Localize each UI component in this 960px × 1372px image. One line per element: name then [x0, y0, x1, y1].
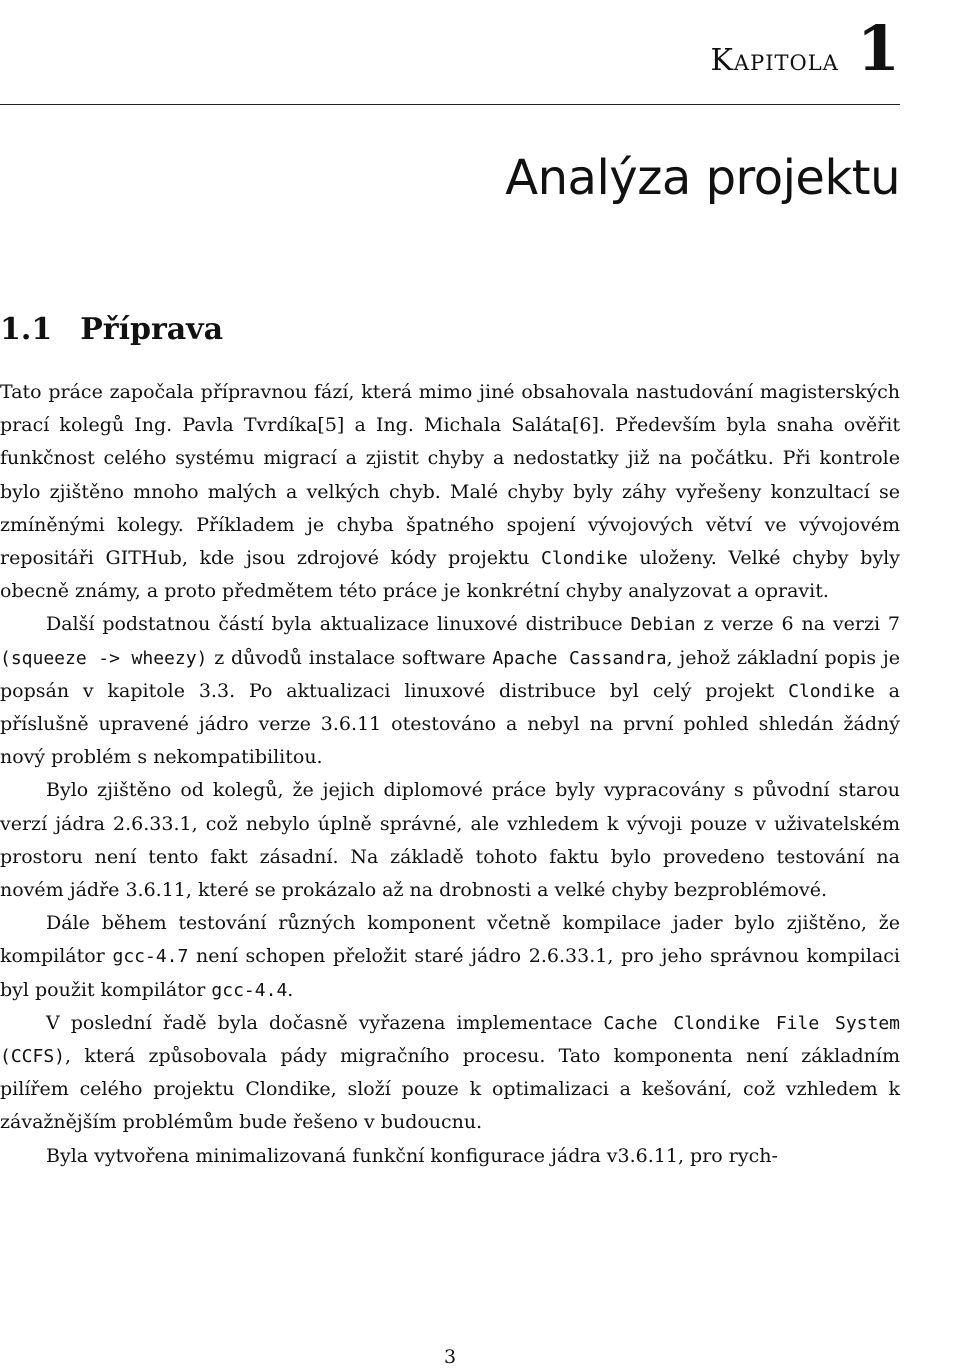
text-run: z verze 6 na verzi 7: [695, 613, 900, 636]
chapter-label: [710, 12, 900, 85]
text-run: Tato práce započala přípravnou fází, která mimo jiné obsahovala nastudování magisterských prací kolegů Ing. Pavla Tvrdíka[5] a Ing. Michala Saláta[6]. Především byla snaha ověřit funkčnost celého systému migrací a zjistit chyby a nedostatky již na počátku. Při kontrole bylo zjištěno mnoho malých a velkých chyb. Malé chyby byly záhy vyřešeny konzultací se zmíněnými kolegy. Příkladem je chyba špatného spojení vývojových větví ve vývojovém repositáři GITHub, kde jsou zdrojové kódy projektu: [0, 381, 900, 570]
paragraph: [0, 608, 900, 774]
inline-code: (squeeze -> wheezy): [0, 647, 208, 669]
text-run: z důvodů instalace software: [207, 646, 493, 669]
inline-code: Apache Cassandra: [492, 647, 667, 669]
inline-code: gcc-4.4: [211, 979, 288, 1001]
inline-code: Debian: [630, 614, 696, 636]
text-run: Bylo zjištěno od kolegů, že jejich diplomové práce byly vypracovány s původní starou verzí jádra 2.6.33.1, což nebylo úplně správné, ale vzhledem k vývoji pouze v uživatelském prostoru není tento fakt zásadní. Na základě tohoto faktu bylo provedeno testování na novém jádře 3.6.11, které se prokázalo až na drobnosti a velké chyby bezproblémové.: [0, 779, 900, 902]
inline-code: Cache Clondike File System (CCFS): [0, 1012, 900, 1068]
paragraph: [0, 1007, 900, 1140]
chapter-word: Kapitola: [710, 43, 839, 78]
page-number: 3: [443, 1346, 457, 1368]
inline-code: gcc-4.7: [112, 946, 189, 968]
text-run: .: [287, 978, 294, 1001]
text-run: Byla vytvořena minimalizovaná funkční konfigurace jádra v3.6.11, pro rych-: [46, 1144, 778, 1167]
paragraph: [0, 376, 900, 608]
text-run: , která způsobovala pády migračního procesu. Tato komponenta není základním pilířem celého projektu Clondike, složí pouze k optimalizaci a kešování, což vzhledem k závažnějším problémům bude řešeno v budoucnu.: [0, 1045, 900, 1134]
text-run: uloženy. Velké chyby byly obecně známy, a proto předmětem této práce je konkrétní chyby analyzovat a opravit.: [0, 547, 900, 603]
text-run: a příslušně upravené jádro verze 3.6.11 otestováno a nebyl na první pohled shledán žádný nový problém s nekompatibilitou.: [0, 679, 900, 769]
inline-code: Clondike: [540, 548, 628, 570]
chapter-number: 1: [856, 12, 900, 85]
text-run: Dále během testování různých komponent včetně kompilace jader bylo zjištěno, že kompilátor: [0, 912, 900, 968]
section-heading: [0, 312, 223, 347]
section-title: Příprava: [80, 312, 224, 347]
text-run: V poslední řadě byla dočasně vyřazena implementace: [46, 1011, 604, 1034]
section-number: 1.1: [0, 312, 53, 347]
body-text: [0, 376, 900, 1173]
chapter-rule: [0, 104, 900, 105]
chapter-title: Analýza projektu: [505, 150, 900, 206]
inline-code: Clondike: [788, 680, 875, 702]
paragraph: [0, 774, 900, 907]
paragraph: [0, 1140, 900, 1173]
paragraph: [0, 907, 900, 1007]
text-run: Další podstatnou částí byla aktualizace linuxové distribuce: [46, 613, 631, 636]
text-run: není schopen přeložit staré jádro 2.6.33.1, pro jeho správnou kompilaci byl použit kompilátor: [0, 945, 900, 1001]
text-run: , jehož základní popis je popsán v kapitole 3.3. Po aktualizaci linuxové distribuce byl celý projekt: [0, 646, 901, 702]
